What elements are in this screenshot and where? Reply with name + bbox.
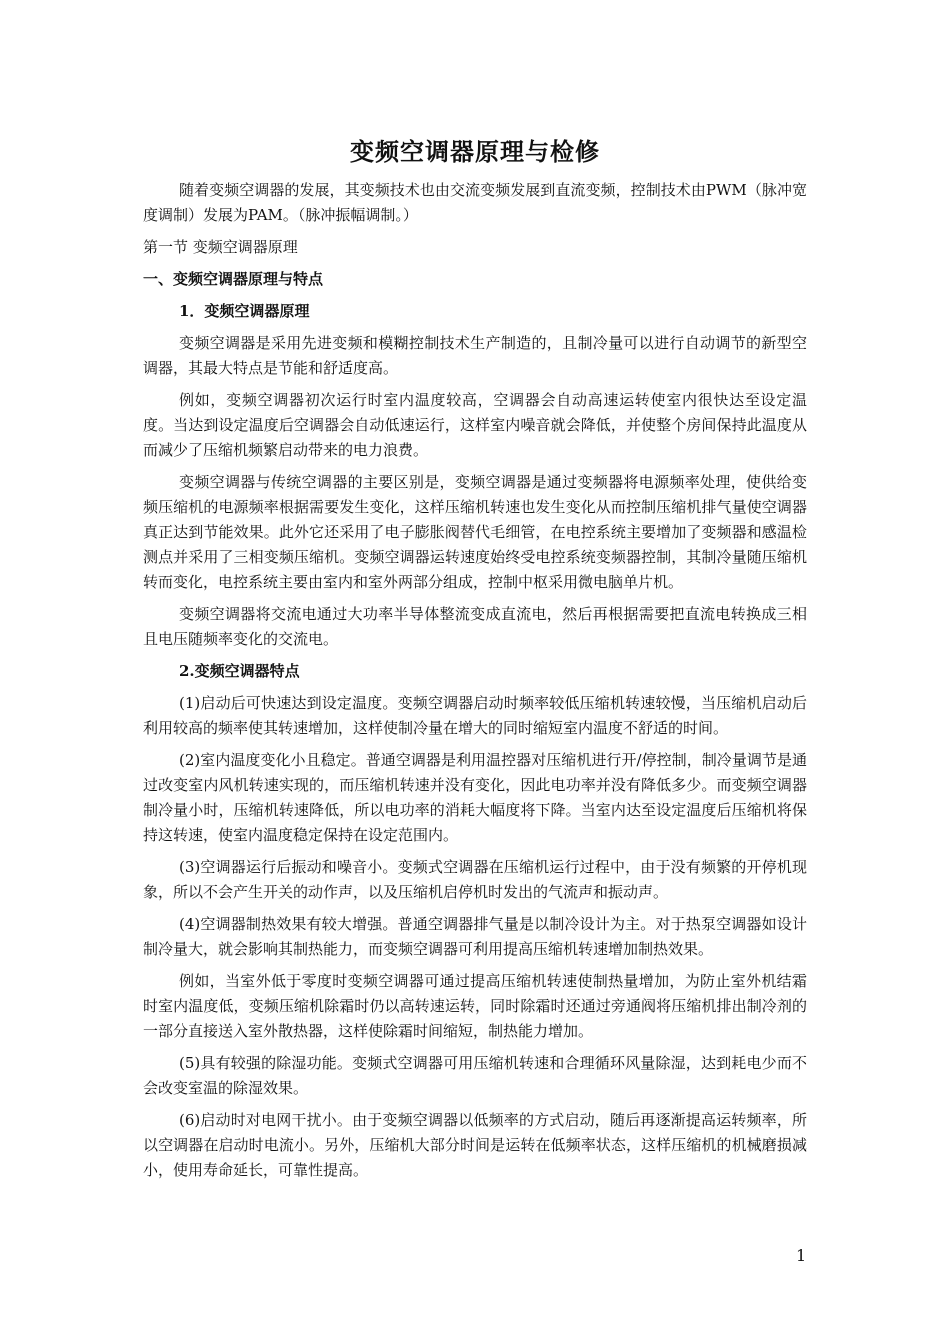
intro-paragraph: 随着变频空调器的发展，其变频技术也由交流变频发展到直流变频，控制技术由PWM（脉冲宽度调制）发展为PAM。（脉冲振幅调制。） bbox=[143, 181, 807, 224]
paragraph: 变频空调器是采用先进变频和模糊控制技术生产制造的，且制冷量可以进行自动调节的新型空调器，其最大特点是节能和舒适度高。 bbox=[143, 334, 807, 377]
feature-paragraph: (2)室内温度变化小且稳定。普通空调器是利用温控器对压缩机进行开/停控制，制冷量调节是通过改变室内风机转速实现的，而压缩机转速并没有变化，因此电功率并没有降低多少。而变频空调器制冷量小时，压缩机转速降低，所以电功率的消耗大幅度将下降。当室内达至设定温度后压缩机将保持这转速，使室内温度稳定保持在设定范围内。 bbox=[143, 751, 807, 844]
section-heading: 第一节 变频空调器原理 bbox=[143, 238, 298, 256]
paragraph: 例如，变频空调器初次运行时室内温度较高，空调器会自动高速运转使室内很快达至设定温度。当达到设定温度后空调器会自动低速运行，这样室内噪音就会降低，并使整个房间保持此温度从而减少了压缩机频繁启动带来的电力浪费。 bbox=[143, 391, 807, 459]
paragraph: 例如，当室外低于零度时变频空调器可通过提高压缩机转速使制热量增加，为防止室外机结霜时室内温度低，变频压缩机除霜时仍以高转速运转，同时除霜时还通过旁通阀将压缩机排出制冷剂的一部分直接送入室外散热器，这样使除霜时间缩短，制热能力增加。 bbox=[143, 972, 807, 1040]
document-body bbox=[143, 178, 807, 1190]
feature-paragraph: (5)具有较强的除湿功能。变频式空调器可用压缩机转速和合理循环风量除湿，达到耗电少而不会改变室温的除湿效果。 bbox=[143, 1054, 807, 1097]
feature-paragraph: (4)空调器制热效果有较大增强。普通空调器排气量是以制冷设计为主。对于热泵空调器如设计制冷量大，就会影响其制热能力，而变频空调器可利用提高压缩机转速增加制热效果。 bbox=[143, 915, 807, 958]
subheading-principle: 1．变频空调器原理 bbox=[179, 302, 310, 320]
feature-paragraph: (1)启动后可快速达到设定温度。变频空调器启动时频率较低压缩机转速较慢，当压缩机启动后利用较高的频率使其转速增加，这样使制冷量在增大的同时缩短室内温度不舒适的时间。 bbox=[143, 694, 807, 737]
feature-paragraph: (3)空调器运行后振动和噪音小。变频式空调器在压缩机运行过程中，由于没有频繁的开停机现象，所以不会产生开关的动作声，以及压缩机启停机时发出的气流声和振动声。 bbox=[143, 858, 807, 901]
feature-paragraph: (6)启动时对电网干扰小。由于变频空调器以低频率的方式启动，随后再逐渐提高运转频率，所以空调器在启动时电流小。另外，压缩机大部分时间是运转在低频率状态，这样压缩机的机械磨损减小，使用寿命延长，可靠性提高。 bbox=[143, 1111, 807, 1179]
paragraph: 变频空调器与传统空调器的主要区别是，变频空调器是通过变频器将电源频率处理，使供给变频压缩机的电源频率根据需要发生变化，这样压缩机转速也发生变化从而控制压缩机排气量使空调器真正达到节能效果。此外它还采用了电子膨胀阀替代毛细管，在电控系统主要增加了变频器和感温检测点并采用了三相变频压缩机。变频空调器运转速度始终受电控系统变频器控制，其制冷量随压缩机转而变化，电控系统主要由室内和室外两部分组成，控制中枢采用微电脑单片机。 bbox=[143, 473, 807, 591]
page-number: 1 bbox=[796, 1246, 807, 1265]
heading-level-1: 一、变频空调器原理与特点 bbox=[143, 270, 324, 288]
paragraph: 变频空调器将交流电通过大功率半导体整流变成直流电，然后再根据需要把直流电转换成三相且电压随频率变化的交流电。 bbox=[143, 605, 807, 648]
document-title: 变频空调器原理与检修 bbox=[350, 137, 600, 166]
subheading-features: 2.变频空调器特点 bbox=[179, 662, 300, 680]
